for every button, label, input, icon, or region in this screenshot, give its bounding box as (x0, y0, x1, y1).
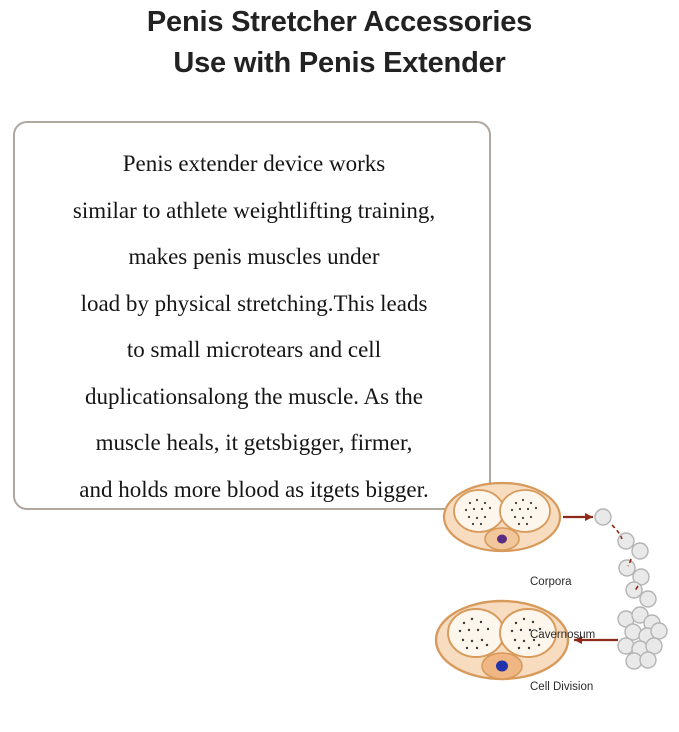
page-title-line1: Penis Stretcher Accessories (146, 6, 533, 38)
description-text (15, 141, 493, 513)
page-title (0, 2, 679, 84)
cell-division-diagram (430, 455, 679, 702)
cell-division-label (530, 539, 595, 732)
description-line: to small microtears and cell (126, 337, 382, 362)
description-line: and holds more blood as itgets bigger. (79, 476, 429, 502)
description-callout (13, 121, 491, 510)
description-line: similar to athlete weightlifting training, (72, 197, 436, 223)
cell-division-chain (595, 509, 667, 669)
description-line: muscle heals, it getsbigger, firmer, (95, 430, 413, 455)
description-line: duplicationsalong the muscle. As the (85, 383, 423, 409)
label-line: Cell Division (530, 681, 594, 693)
page-title-line2: Use with Penis Extender (173, 47, 506, 79)
description-line: makes penis muscles under (128, 244, 380, 269)
description-line: load by physical stretching.This leads (80, 290, 428, 316)
label-line: Cavernosum (530, 628, 596, 641)
description-line: Penis extender device works (122, 151, 386, 176)
arrow-top (563, 513, 593, 521)
label-line: Corpora (530, 576, 572, 588)
